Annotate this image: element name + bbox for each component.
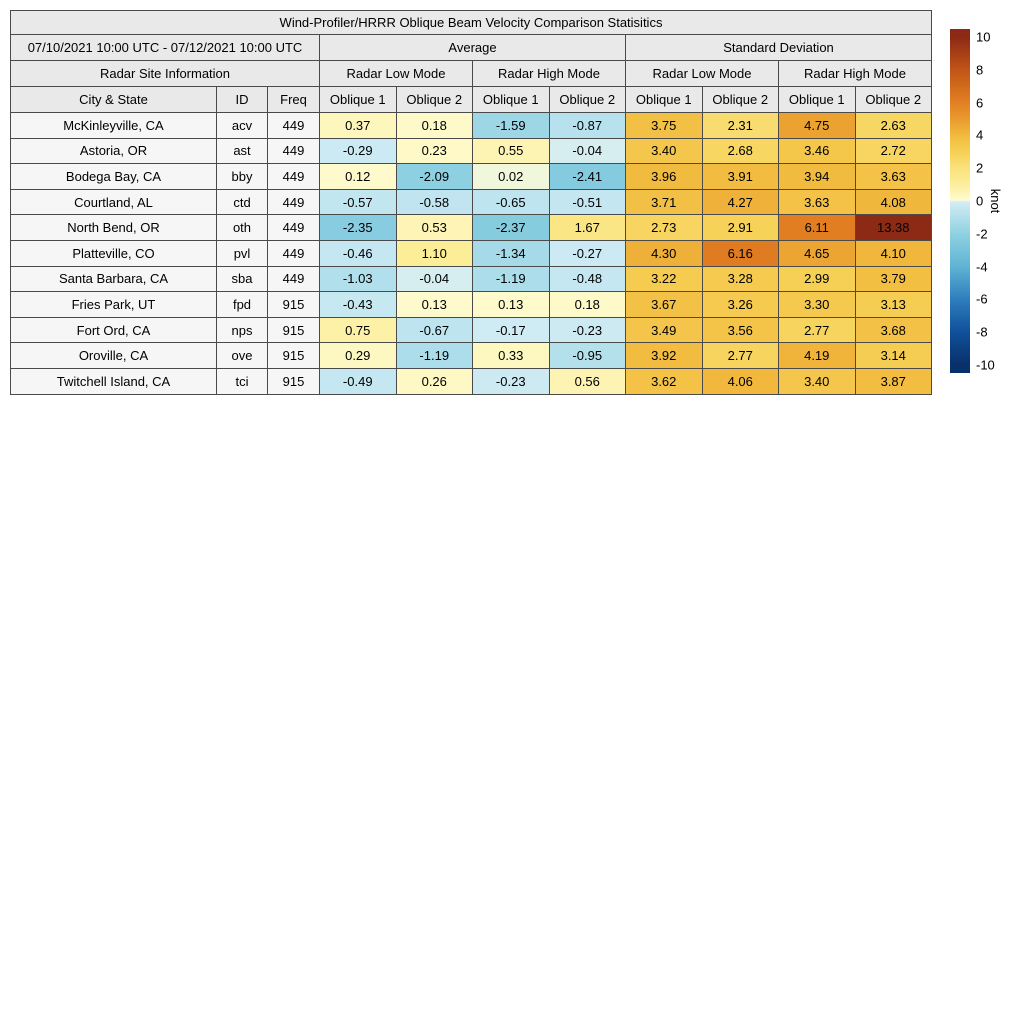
city-cell: Oroville, CA <box>11 343 217 369</box>
site-id-cell: ast <box>217 138 268 164</box>
value-cell: -0.27 <box>549 240 626 266</box>
value-cell: 4.19 <box>779 343 856 369</box>
colorbar-tick-label: -2 <box>976 226 988 242</box>
value-cell: 3.62 <box>626 368 703 394</box>
value-cell: 3.87 <box>855 368 932 394</box>
value-cell: 0.26 <box>396 368 473 394</box>
table-body <box>11 113 932 395</box>
value-cell: -0.23 <box>473 368 550 394</box>
value-cell: 3.40 <box>779 368 856 394</box>
value-cell: -0.23 <box>549 317 626 343</box>
colorbar-tick-label: 6 <box>976 95 984 111</box>
value-cell: -0.67 <box>396 317 473 343</box>
site-id-cell: tci <box>217 368 268 394</box>
site-info-header: Radar Site Information <box>11 61 320 87</box>
avg-low-mode-header: Radar Low Mode <box>320 61 473 87</box>
freq-cell: 915 <box>268 368 320 394</box>
value-cell: -0.57 <box>320 189 397 215</box>
value-cell: -0.46 <box>320 240 397 266</box>
oblique1-header: Oblique 1 <box>473 87 550 113</box>
value-cell: 0.13 <box>473 292 550 318</box>
value-cell: -0.58 <box>396 189 473 215</box>
value-cell: 0.13 <box>396 292 473 318</box>
oblique2-header: Oblique 2 <box>549 87 626 113</box>
value-cell: -0.04 <box>549 138 626 164</box>
freq-cell: 449 <box>268 138 320 164</box>
value-cell: 4.65 <box>779 240 856 266</box>
value-cell: 4.27 <box>702 189 779 215</box>
value-cell: 3.13 <box>855 292 932 318</box>
site-id-cell: ctd <box>217 189 268 215</box>
value-cell: -0.43 <box>320 292 397 318</box>
value-cell: 1.67 <box>549 215 626 241</box>
avg-high-mode-header: Radar High Mode <box>473 61 626 87</box>
table-row <box>11 240 932 266</box>
value-cell: 2.72 <box>855 138 932 164</box>
freq-cell: 915 <box>268 292 320 318</box>
city-cell: Courtland, AL <box>11 189 217 215</box>
group-average-header: Average <box>320 35 626 61</box>
value-cell: -1.59 <box>473 113 550 139</box>
oblique2-header: Oblique 2 <box>396 87 473 113</box>
table-row <box>11 113 932 139</box>
value-cell: -1.03 <box>320 266 397 292</box>
table-title: Wind-Profiler/HRRR Oblique Beam Velocity Comparison Statisitics <box>11 11 932 35</box>
city-cell: McKinleyville, CA <box>11 113 217 139</box>
value-cell: 3.92 <box>626 343 703 369</box>
value-cell: 3.94 <box>779 164 856 190</box>
value-cell: 2.91 <box>702 215 779 241</box>
site-id-cell: pvl <box>217 240 268 266</box>
value-cell: -0.04 <box>396 266 473 292</box>
city-cell: Fort Ord, CA <box>11 317 217 343</box>
site-id-cell: fpd <box>217 292 268 318</box>
value-cell: -2.41 <box>549 164 626 190</box>
value-cell: 2.68 <box>702 138 779 164</box>
value-cell: 3.96 <box>626 164 703 190</box>
value-cell: 3.40 <box>626 138 703 164</box>
value-cell: 3.56 <box>702 317 779 343</box>
value-cell: 0.37 <box>320 113 397 139</box>
site-id-cell: sba <box>217 266 268 292</box>
id-header: ID <box>217 87 268 113</box>
oblique1-header: Oblique 1 <box>626 87 703 113</box>
value-cell: 3.14 <box>855 343 932 369</box>
freq-header: Freq <box>268 87 320 113</box>
value-cell: -0.65 <box>473 189 550 215</box>
city-cell: North Bend, OR <box>11 215 217 241</box>
value-cell: -2.09 <box>396 164 473 190</box>
colorbar-tick-label: -4 <box>976 259 988 275</box>
table-row <box>11 368 932 394</box>
value-cell: 0.56 <box>549 368 626 394</box>
value-cell: 3.49 <box>626 317 703 343</box>
value-cell: 3.30 <box>779 292 856 318</box>
site-id-cell: ove <box>217 343 268 369</box>
value-cell: 0.18 <box>549 292 626 318</box>
value-cell: 3.79 <box>855 266 932 292</box>
value-cell: 0.33 <box>473 343 550 369</box>
value-cell: -0.49 <box>320 368 397 394</box>
city-cell: Platteville, CO <box>11 240 217 266</box>
colorbar-tick-label: 10 <box>976 29 991 45</box>
colorbar-gradient <box>950 29 970 373</box>
colorbar-tick-label: 4 <box>976 127 984 143</box>
group-stddev-header: Standard Deviation <box>626 35 932 61</box>
value-cell: 4.75 <box>779 113 856 139</box>
oblique2-header: Oblique 2 <box>855 87 932 113</box>
date-range: 07/10/2021 10:00 UTC - 07/12/2021 10:00 UTC <box>11 35 320 61</box>
freq-cell: 449 <box>268 215 320 241</box>
oblique1-header: Oblique 1 <box>779 87 856 113</box>
colorbar-tick-label: 0 <box>976 193 984 209</box>
value-cell: 3.75 <box>626 113 703 139</box>
value-cell: -0.17 <box>473 317 550 343</box>
value-cell: -1.19 <box>473 266 550 292</box>
colorbar-tick-label: -10 <box>976 357 995 373</box>
value-cell: -2.35 <box>320 215 397 241</box>
site-id-cell: oth <box>217 215 268 241</box>
colorbar-tick-label: 2 <box>976 160 984 176</box>
table-row <box>11 215 932 241</box>
value-cell: 0.02 <box>473 164 550 190</box>
freq-cell: 449 <box>268 240 320 266</box>
table-row <box>11 317 932 343</box>
value-cell: 3.68 <box>855 317 932 343</box>
value-cell: 6.16 <box>702 240 779 266</box>
value-cell: 3.28 <box>702 266 779 292</box>
city-cell: Bodega Bay, CA <box>11 164 217 190</box>
value-cell: 4.10 <box>855 240 932 266</box>
value-cell: 0.12 <box>320 164 397 190</box>
value-cell: 1.10 <box>396 240 473 266</box>
value-cell: 3.63 <box>779 189 856 215</box>
title-row <box>11 11 932 35</box>
value-cell: 3.71 <box>626 189 703 215</box>
value-cell: 4.06 <box>702 368 779 394</box>
value-cell: 2.63 <box>855 113 932 139</box>
table-row <box>11 292 932 318</box>
value-cell: -1.34 <box>473 240 550 266</box>
value-cell: 2.99 <box>779 266 856 292</box>
value-cell: 3.22 <box>626 266 703 292</box>
value-cell: 0.53 <box>396 215 473 241</box>
value-cell: -0.48 <box>549 266 626 292</box>
site-id-cell: bby <box>217 164 268 190</box>
city-cell: Astoria, OR <box>11 138 217 164</box>
table-header <box>11 11 932 113</box>
value-cell: 4.30 <box>626 240 703 266</box>
sd-high-mode-header: Radar High Mode <box>779 61 932 87</box>
city-state-header: City & State <box>11 87 217 113</box>
value-cell: 0.18 <box>396 113 473 139</box>
mode-header-row <box>11 61 932 87</box>
value-cell: 3.46 <box>779 138 856 164</box>
freq-cell: 449 <box>268 113 320 139</box>
city-cell: Fries Park, UT <box>11 292 217 318</box>
oblique2-header: Oblique 2 <box>702 87 779 113</box>
value-cell: 6.11 <box>779 215 856 241</box>
value-cell: 0.55 <box>473 138 550 164</box>
value-cell: 3.91 <box>702 164 779 190</box>
value-cell: -0.51 <box>549 189 626 215</box>
value-cell: -2.37 <box>473 215 550 241</box>
site-id-cell: nps <box>217 317 268 343</box>
site-id-cell: acv <box>217 113 268 139</box>
value-cell: 4.08 <box>855 189 932 215</box>
value-cell: -0.87 <box>549 113 626 139</box>
oblique1-header: Oblique 1 <box>320 87 397 113</box>
freq-cell: 915 <box>268 343 320 369</box>
table-row <box>11 343 932 369</box>
freq-cell: 449 <box>268 189 320 215</box>
value-cell: 2.77 <box>779 317 856 343</box>
value-cell: 2.31 <box>702 113 779 139</box>
city-cell: Santa Barbara, CA <box>11 266 217 292</box>
value-cell: -0.95 <box>549 343 626 369</box>
stats-table <box>10 10 932 395</box>
value-cell: 2.73 <box>626 215 703 241</box>
value-cell: -0.29 <box>320 138 397 164</box>
freq-cell: 449 <box>268 266 320 292</box>
freq-cell: 449 <box>268 164 320 190</box>
colorbar-unit-label: knot <box>988 188 1003 214</box>
sd-low-mode-header: Radar Low Mode <box>626 61 779 87</box>
value-cell: 3.63 <box>855 164 932 190</box>
value-cell: 0.75 <box>320 317 397 343</box>
table-row <box>11 266 932 292</box>
colorbar-tick-label: 8 <box>976 62 984 78</box>
colorbar-tick-label: -6 <box>976 291 988 307</box>
colorbar <box>950 29 1003 373</box>
colorbar-tick-label: -8 <box>976 324 988 340</box>
city-cell: Twitchell Island, CA <box>11 368 217 394</box>
value-cell: 0.29 <box>320 343 397 369</box>
group-header-row <box>11 35 932 61</box>
table-row <box>11 189 932 215</box>
table-row <box>11 164 932 190</box>
value-cell: 0.23 <box>396 138 473 164</box>
value-cell: 13.38 <box>855 215 932 241</box>
freq-cell: 915 <box>268 317 320 343</box>
table-row <box>11 138 932 164</box>
value-cell: 2.77 <box>702 343 779 369</box>
value-cell: 3.67 <box>626 292 703 318</box>
value-cell: 3.26 <box>702 292 779 318</box>
value-cell: -1.19 <box>396 343 473 369</box>
column-header-row <box>11 87 932 113</box>
